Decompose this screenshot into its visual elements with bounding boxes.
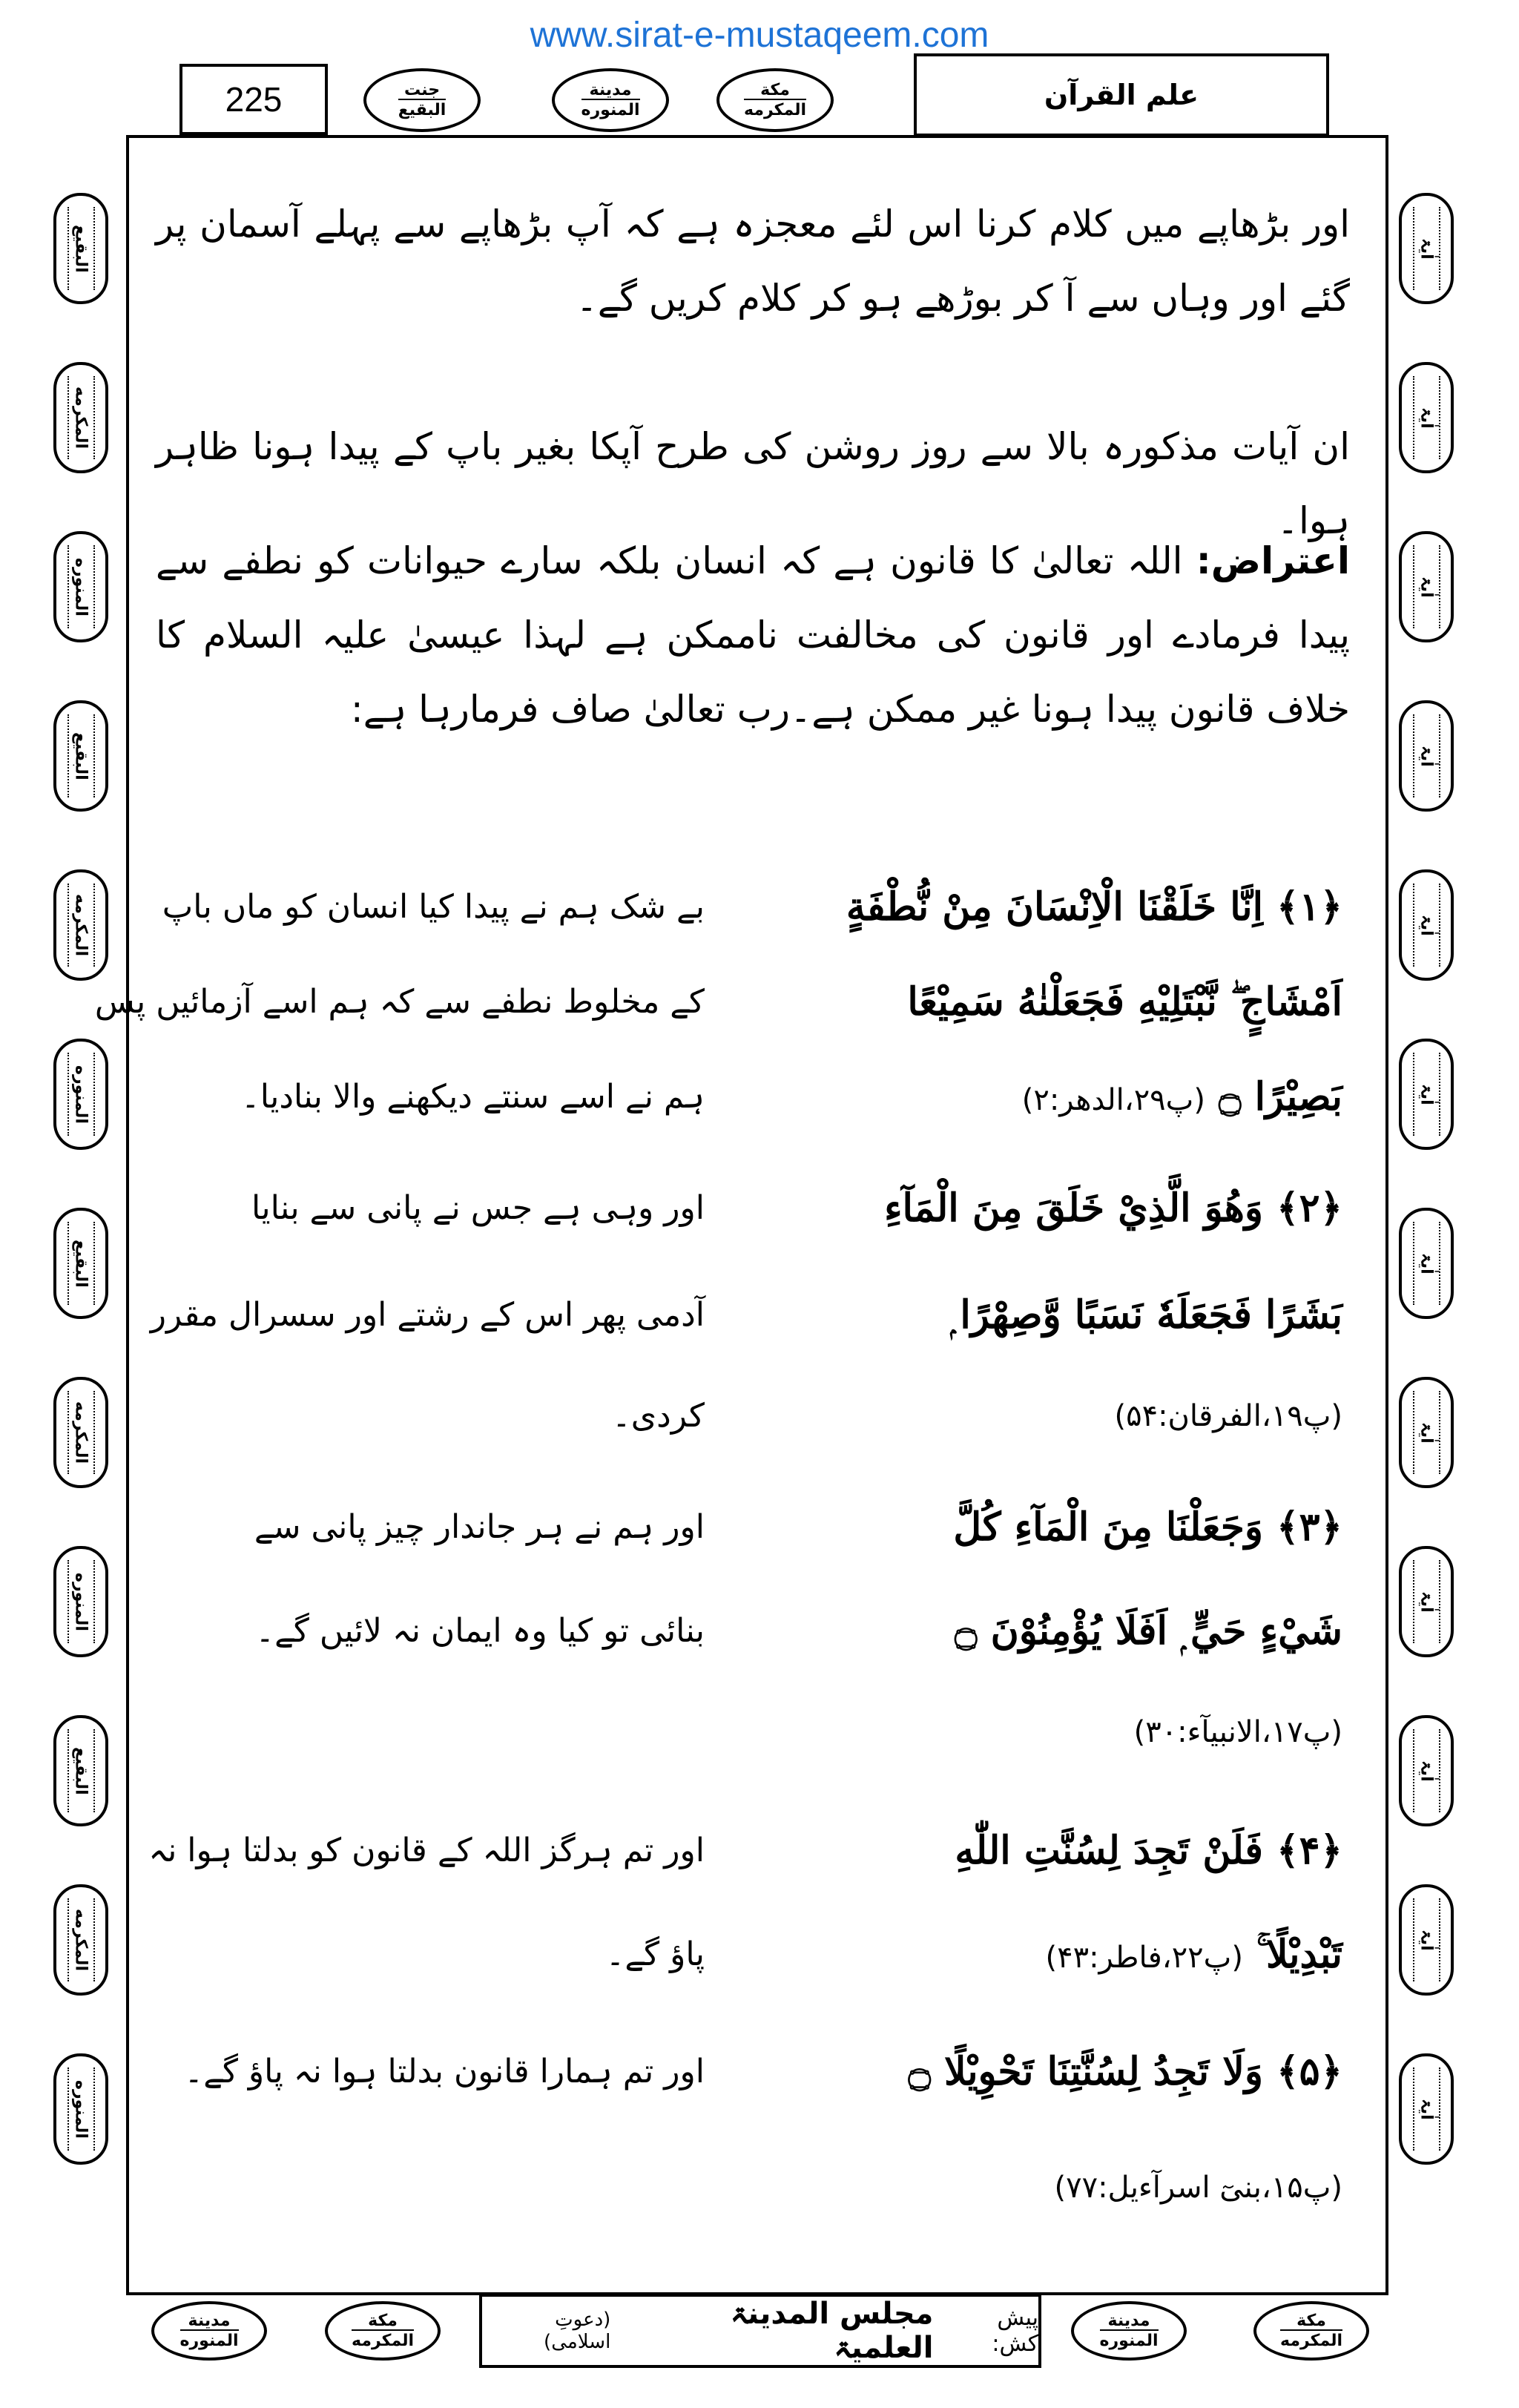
verse-arabic-line: ﴿۲﴾ وَهُوَ الَّذِيْ خَلَقَ مِنَ الْمَآءِ bbox=[884, 1185, 1342, 1231]
tab-label: البقيع bbox=[67, 714, 95, 797]
side-tab-right bbox=[1399, 2053, 1454, 2165]
side-tab-left bbox=[53, 1208, 108, 1319]
verse-arabic-text: بَصِيْرًا ۝ bbox=[1219, 1074, 1342, 1119]
tab-label: اٰیۃ bbox=[1413, 1560, 1440, 1643]
tab-label: البقيع bbox=[67, 1222, 95, 1305]
verse-arabic-line: ﴿۵﴾ وَلَا تَجِدُ لِسُنَّتِنَا تَحْوِيْلًا ۝ bbox=[908, 2049, 1342, 2094]
objection-text: اللہ تعالیٰ کا قانون ہے کہ انسان بلکہ سارے حیوانات کو نطفے سے پیدا فرمادے اور قانون کی مخالفت ناممکن ہے لہذا عیسیٰ علیہ السلام کا خلاف قانون پیدا ہونا غیر ممکن ہے۔رب تعالیٰ صاف فرمارہا ہے: bbox=[156, 539, 1350, 731]
side-tab-left bbox=[53, 1039, 108, 1150]
tab-label: اٰیۃ bbox=[1413, 1053, 1440, 1136]
verse-urdu-line: آدمی پھر اس کے رشتے اور سسرال مقرر bbox=[150, 1296, 705, 1334]
pill-line2: المكرمه bbox=[352, 2329, 414, 2349]
page-number: 225 bbox=[179, 64, 328, 135]
side-tab-right bbox=[1399, 1377, 1454, 1488]
pill-line2: البقيع bbox=[398, 99, 447, 119]
tab-label: اٰیۃ bbox=[1413, 714, 1440, 797]
verse-arabic-line bbox=[786, 1056, 1342, 1138]
objection-label: اعتراض: bbox=[1196, 539, 1350, 582]
footer-pill-madina bbox=[151, 2301, 267, 2361]
verse-urdu-line: اور تم ہرگز اللہ کے قانون کو بدلتا ہوا نہ bbox=[148, 1832, 705, 1869]
side-tab-right bbox=[1399, 700, 1454, 812]
side-tab-left bbox=[53, 362, 108, 473]
presenter-label: پیش کش: bbox=[992, 2305, 1038, 2357]
publisher-credit bbox=[479, 2294, 1041, 2368]
pill-line1: مدينة bbox=[188, 2311, 231, 2330]
verse-urdu-line: اور تم ہمارا قانون بدلتا ہوا نہ پاؤ گے۔ bbox=[184, 2053, 705, 2090]
verse-reference: (پ۱۷،الانبیآء:۳۰) bbox=[1133, 1715, 1342, 1749]
tab-label: المكرمه bbox=[67, 884, 95, 967]
side-tab-right bbox=[1399, 1546, 1454, 1657]
header-pill-jannat bbox=[363, 68, 481, 132]
verse-urdu-line: پاؤ گے۔ bbox=[605, 1935, 705, 1973]
tab-label: اٰیۃ bbox=[1413, 2067, 1440, 2151]
pill-line1: مدينة bbox=[589, 80, 632, 99]
side-tab-left bbox=[53, 2053, 108, 2165]
side-tab-right bbox=[1399, 1208, 1454, 1319]
footer-pill-makkah bbox=[325, 2301, 441, 2361]
verse-arabic-line: ﴿۱﴾ اِنَّا خَلَقْنَا الْاِنْسَانَ مِنْ نُّطْفَةٍ bbox=[846, 884, 1342, 930]
tab-label: المنوره bbox=[67, 545, 95, 628]
book-title: علم القرآن bbox=[914, 53, 1329, 136]
side-tab-right bbox=[1399, 531, 1454, 642]
verse-reference: (پ۲۹،الدھر:۲) bbox=[1021, 1083, 1205, 1117]
side-tab-right bbox=[1399, 1039, 1454, 1150]
verse-urdu-line: ہم نے اسے سنتے دیکھنے والا بنادیا۔ bbox=[240, 1078, 705, 1116]
objection-paragraph bbox=[156, 524, 1350, 776]
publisher-name: مجلس المدینۃ العلمیۃ bbox=[730, 2297, 934, 2365]
tab-label: البقيع bbox=[67, 207, 95, 290]
side-tab-left bbox=[53, 531, 108, 642]
verse-arabic-line: بَشَرًا فَجَعَلَهٗ نَسَبًا وَّصِهْرًا ۭ bbox=[950, 1292, 1342, 1338]
tab-label: اٰیۃ bbox=[1413, 1898, 1440, 1981]
tab-label: المنوره bbox=[67, 2067, 95, 2151]
side-tab-right bbox=[1399, 1884, 1454, 1996]
header-pill-makkah bbox=[716, 68, 834, 132]
verse-arabic-line: شَيْءٍ حَيٍّ ۭ اَفَلَا يُؤْمِنُوْنَ ۝ bbox=[955, 1608, 1342, 1654]
verse-reference: (پ۲۲،فاطر:۴۳) bbox=[1045, 1941, 1243, 1975]
tab-label: المكرمه bbox=[67, 1898, 95, 1981]
verse-arabic-line: ﴿۴﴾ فَلَنْ تَجِدَ لِسُنَّتِ اللّٰهِ bbox=[955, 1828, 1342, 1873]
side-tab-right bbox=[1399, 193, 1454, 304]
footer-pill-madina bbox=[1071, 2301, 1187, 2361]
pill-line1: مكة bbox=[760, 80, 790, 99]
pill-line2: المكرمه bbox=[1280, 2329, 1342, 2349]
tab-label: المكرمه bbox=[67, 376, 95, 459]
side-tab-left bbox=[53, 1884, 108, 1996]
side-tab-left bbox=[53, 1377, 108, 1488]
pill-line2: المكرمه bbox=[744, 99, 806, 119]
tab-label: المكرمه bbox=[67, 1391, 95, 1474]
verse-urdu-line: بنائی تو کیا وہ ایمان نہ لائیں گے۔ bbox=[255, 1612, 705, 1650]
verse-arabic-line bbox=[786, 1914, 1342, 1996]
tab-label: اٰیۃ bbox=[1413, 545, 1440, 628]
side-tab-left bbox=[53, 700, 108, 812]
side-tab-left bbox=[53, 193, 108, 304]
header-pill-madina bbox=[552, 68, 669, 132]
verse-arabic-text: تَبْدِيْلًا ۚ bbox=[1256, 1932, 1342, 1977]
body-paragraph-2: ان آیات مذکورہ بالا سے روز روشن کی طرح آپکا بغیر باپ کے پیدا ہونا ظاہر ہوا۔ bbox=[156, 425, 1350, 542]
pill-line1: مدينة bbox=[1107, 2311, 1150, 2330]
pill-line1: جنت bbox=[403, 80, 441, 99]
tab-label: اٰیۃ bbox=[1413, 1391, 1440, 1474]
body-paragraph-1: اور بڑھاپے میں کلام کرنا اس لئے معجزہ ہے کہ آپ بڑھاپے سے پہلے آسمان پر گئے اور وہاں سے آ کر بوڑھے ہو کر کلام کریں گے۔ bbox=[156, 203, 1350, 320]
tab-label: اٰیۃ bbox=[1413, 207, 1440, 290]
verse-urdu-line: کردی۔ bbox=[611, 1397, 705, 1435]
verse-urdu-line: کے مخلوط نطفے سے کہ ہم اسے آزمائیں پس bbox=[94, 983, 705, 1021]
side-tab-right bbox=[1399, 1715, 1454, 1826]
verse-urdu-line: اور ہم نے ہر جاندار چیز پانی سے bbox=[254, 1508, 705, 1546]
verse-reference: (پ۱۵،بنیٓ اسرآءیل:۷۷) bbox=[1054, 2171, 1342, 2205]
tab-label: اٰیۃ bbox=[1413, 1729, 1440, 1812]
pill-line2: المنوره bbox=[1100, 2329, 1159, 2349]
verse-reference: (پ۱۹،الفرقان:۵۴) bbox=[1114, 1399, 1342, 1433]
verse-arabic-line: اَمْشَاجٍ ۖ نَّبْتَلِيْهِ فَجَعَلْنٰهُ سَمِيْعًا bbox=[907, 979, 1342, 1024]
tab-label: اٰیۃ bbox=[1413, 1222, 1440, 1305]
pill-line1: مكة bbox=[1296, 2311, 1326, 2330]
verse-urdu-line: بے شک ہم نے پیدا کیا انسان کو ماں باپ bbox=[162, 888, 705, 926]
site-url[interactable]: www.sirat-e-mustaqeem.com bbox=[530, 16, 989, 55]
tab-label: البقيع bbox=[67, 1729, 95, 1812]
side-tab-right bbox=[1399, 869, 1454, 981]
tab-label: المنوره bbox=[67, 1560, 95, 1643]
publisher-sub: (دعوتِ اسلامی) bbox=[544, 2309, 611, 2353]
side-tab-left bbox=[53, 1715, 108, 1826]
pill-line2: المنوره bbox=[581, 99, 640, 119]
footer-pill-makkah bbox=[1253, 2301, 1369, 2361]
pill-line1: مكة bbox=[368, 2311, 398, 2330]
verse-urdu-line: اور وہی ہے جس نے پانی سے بنایا bbox=[251, 1189, 705, 1227]
pill-line2: المنوره bbox=[180, 2329, 239, 2349]
tab-label: اٰیۃ bbox=[1413, 376, 1440, 459]
verse-arabic-line: ﴿۳﴾ وَجَعَلْنَا مِنَ الْمَآءِ كُلَّ bbox=[953, 1504, 1342, 1550]
side-tab-left bbox=[53, 1546, 108, 1657]
side-tab-right bbox=[1399, 362, 1454, 473]
tab-label: اٰیۃ bbox=[1413, 884, 1440, 967]
tab-label: المنوره bbox=[67, 1053, 95, 1136]
